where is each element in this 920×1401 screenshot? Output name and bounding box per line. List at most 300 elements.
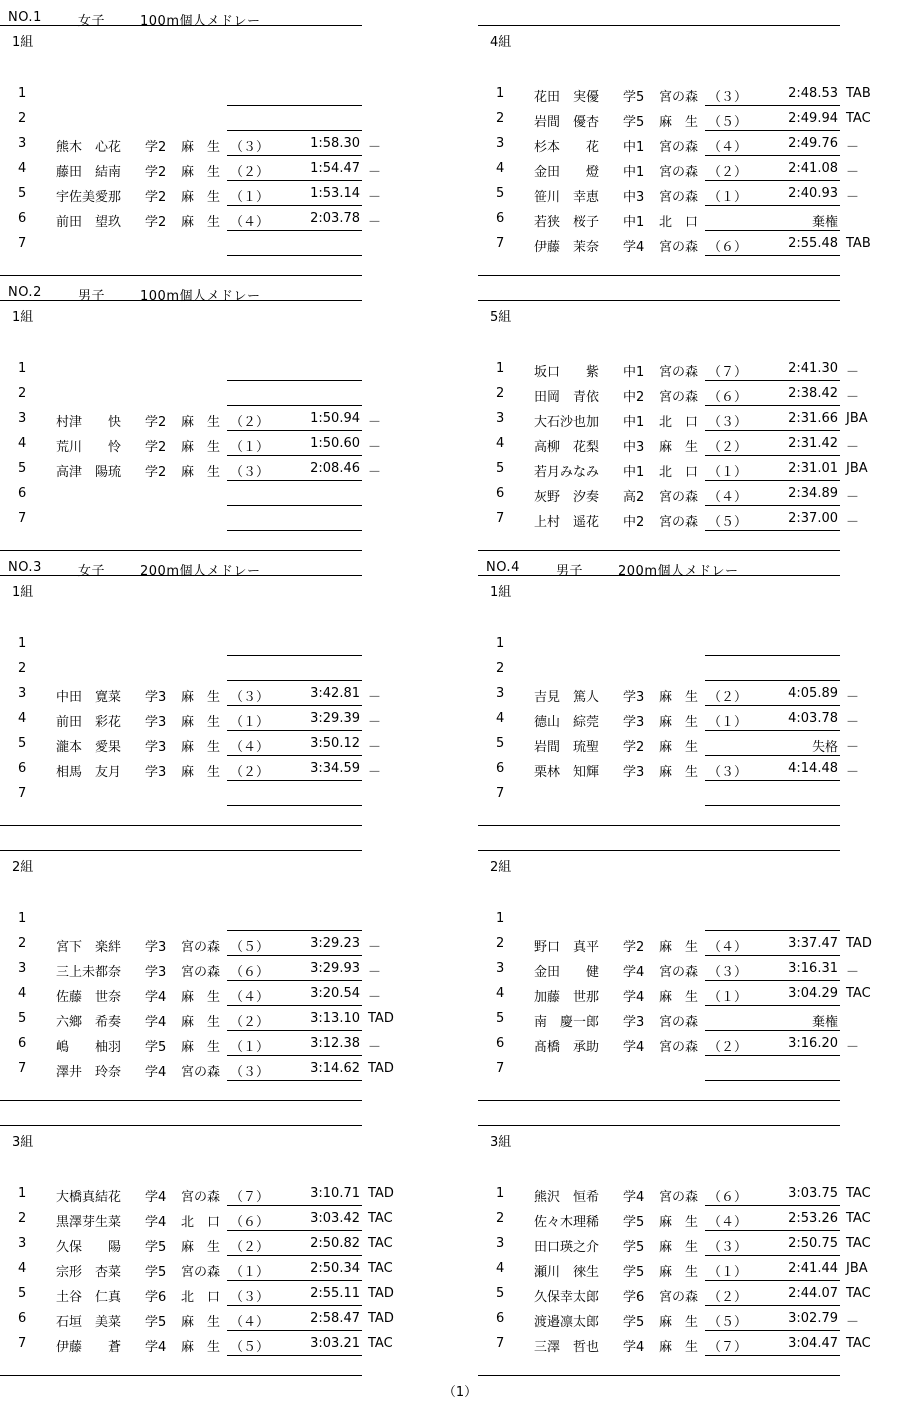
section-rule bbox=[478, 275, 840, 276]
result-time: 3:29.93 bbox=[310, 961, 360, 976]
grade: 学4 bbox=[623, 965, 645, 980]
team-name: 宮の森 bbox=[659, 190, 699, 205]
lane-number: 5 bbox=[496, 461, 505, 476]
time-underline bbox=[227, 530, 362, 531]
result-time: 2:31.66 bbox=[788, 411, 838, 426]
qualification-mark: － bbox=[846, 365, 860, 380]
result-row bbox=[0, 931, 400, 956]
result-row bbox=[478, 156, 878, 181]
result-time: 3:37.47 bbox=[788, 936, 838, 951]
grade: 学5 bbox=[623, 90, 645, 105]
result-time: 4:03.78 bbox=[788, 711, 838, 726]
section-rule bbox=[478, 1375, 840, 1376]
result-time: 3:02.79 bbox=[788, 1311, 838, 1326]
team-name: 宮の森 bbox=[181, 965, 221, 980]
result-row bbox=[0, 1031, 400, 1056]
rank: （５） bbox=[230, 1340, 270, 1355]
lane-number: 1 bbox=[18, 636, 27, 651]
team-name: 麻 生 bbox=[659, 990, 699, 1005]
section-rule bbox=[0, 550, 362, 551]
result-row bbox=[0, 181, 400, 206]
result-row bbox=[478, 81, 878, 106]
section-rule bbox=[478, 850, 840, 851]
lane-number: 6 bbox=[18, 1311, 27, 1326]
grade: 学2 bbox=[145, 440, 167, 455]
event-name: 100m個人メドレー bbox=[140, 289, 261, 304]
rank: （１） bbox=[708, 190, 748, 205]
result-time: 3:42.81 bbox=[310, 686, 360, 701]
swimmer-name: 吉見 篤人 bbox=[534, 690, 600, 705]
result-row bbox=[478, 656, 878, 681]
lane-number: 2 bbox=[18, 1211, 27, 1226]
grade: 高2 bbox=[623, 490, 645, 505]
result-row bbox=[478, 1281, 878, 1306]
team-name: 麻 生 bbox=[659, 765, 699, 780]
heat-label: 1組 bbox=[490, 585, 512, 600]
team-name: 麻 生 bbox=[659, 690, 699, 705]
rank: （５） bbox=[708, 515, 748, 530]
grade: 中3 bbox=[623, 440, 645, 455]
time-underline bbox=[705, 1080, 840, 1081]
lane-number: 2 bbox=[496, 111, 505, 126]
rank: （２） bbox=[230, 765, 270, 780]
grade: 学5 bbox=[623, 1240, 645, 1255]
qualification-mark: － bbox=[846, 1040, 860, 1055]
qualification-mark: － bbox=[846, 965, 860, 980]
lane-number: 5 bbox=[18, 186, 27, 201]
qualification-mark: TAC bbox=[846, 986, 871, 1001]
qualification-mark: － bbox=[846, 390, 860, 405]
qualification-mark: TAC bbox=[846, 1236, 871, 1251]
result-time: 3:16.20 bbox=[788, 1036, 838, 1051]
section-rule bbox=[478, 1100, 840, 1101]
result-time: 1:50.94 bbox=[310, 411, 360, 426]
result-row bbox=[0, 156, 400, 181]
swimmer-name: 德山 綜莞 bbox=[534, 715, 600, 730]
result-time: 2:41.44 bbox=[788, 1261, 838, 1276]
rank: （３） bbox=[708, 965, 748, 980]
result-row bbox=[478, 1331, 878, 1356]
team-name: 麻 生 bbox=[659, 940, 699, 955]
swimmer-name: 岩間 優杏 bbox=[534, 115, 600, 130]
swimmer-name: 伊藤 蒼 bbox=[56, 1340, 122, 1355]
event-header bbox=[478, 557, 840, 583]
swimmer-name: 灰野 汐奏 bbox=[534, 490, 600, 505]
result-row bbox=[0, 1181, 400, 1206]
rank: （６） bbox=[230, 1215, 270, 1230]
lane-number: 1 bbox=[496, 1186, 505, 1201]
event-name: 200m個人メドレー bbox=[618, 564, 739, 579]
result-time: 2:55.11 bbox=[310, 1286, 360, 1301]
result-time: 3:34.59 bbox=[310, 761, 360, 776]
qualification-mark: TAD bbox=[368, 1011, 394, 1026]
result-row bbox=[478, 706, 878, 731]
team-name: 宮の森 bbox=[181, 1265, 221, 1280]
swimmer-name: 相馬 友月 bbox=[56, 765, 122, 780]
event-gender: 男子 bbox=[78, 289, 106, 304]
result-time: 2:55.48 bbox=[788, 236, 838, 251]
result-row bbox=[478, 106, 878, 131]
rank: （６） bbox=[708, 240, 748, 255]
lane-number: 2 bbox=[496, 936, 505, 951]
team-name: 宮の森 bbox=[659, 1290, 699, 1305]
swimmer-name: 宇佐美愛那 bbox=[56, 190, 122, 205]
team-name: 麻 生 bbox=[659, 1265, 699, 1280]
qualification-mark: TAC bbox=[368, 1211, 393, 1226]
team-name: 北 口 bbox=[659, 465, 699, 480]
swimmer-name: 村津 快 bbox=[56, 415, 122, 430]
rank: （１） bbox=[230, 190, 270, 205]
lane-number: 6 bbox=[496, 761, 505, 776]
lane-number: 1 bbox=[18, 86, 27, 101]
swimmer-name: 杉本 花 bbox=[534, 140, 600, 155]
lane-number: 5 bbox=[496, 1011, 505, 1026]
grade: 中2 bbox=[623, 390, 645, 405]
swimmer-name: 金田 燈 bbox=[534, 165, 600, 180]
team-name: 麻 生 bbox=[181, 1340, 221, 1355]
grade: 学2 bbox=[145, 215, 167, 230]
result-time: 2:37.00 bbox=[788, 511, 838, 526]
swimmer-name: 土谷 仁真 bbox=[56, 1290, 122, 1305]
team-name: 麻 生 bbox=[181, 215, 221, 230]
team-name: 麻 生 bbox=[181, 440, 221, 455]
result-time: 3:03.21 bbox=[310, 1336, 360, 1351]
team-name: 宮の森 bbox=[659, 90, 699, 105]
team-name: 麻 生 bbox=[181, 990, 221, 1005]
lane-number: 4 bbox=[496, 1261, 505, 1276]
rank: （４） bbox=[230, 1315, 270, 1330]
result-time: 1:58.30 bbox=[310, 136, 360, 151]
team-name: 宮の森 bbox=[659, 490, 699, 505]
result-row bbox=[0, 906, 400, 931]
lane-number: 6 bbox=[496, 1036, 505, 1051]
swimmer-name: 坂口 紫 bbox=[534, 365, 600, 380]
qualification-mark: TAC bbox=[846, 1286, 871, 1301]
rank: （５） bbox=[230, 940, 270, 955]
grade: 学2 bbox=[145, 165, 167, 180]
result-row bbox=[0, 981, 400, 1006]
result-row bbox=[478, 981, 878, 1006]
grade: 学4 bbox=[145, 990, 167, 1005]
rank: （２） bbox=[708, 1040, 748, 1055]
swimmer-name: 大橋真結花 bbox=[56, 1190, 122, 1205]
lane-number: 7 bbox=[18, 1336, 27, 1351]
result-row bbox=[0, 456, 400, 481]
rank: （２） bbox=[708, 440, 748, 455]
result-row bbox=[478, 181, 878, 206]
rank: （４） bbox=[708, 140, 748, 155]
result-row bbox=[0, 681, 400, 706]
result-row bbox=[0, 656, 400, 681]
swimmer-name: 久保幸太郎 bbox=[534, 1290, 600, 1305]
grade: 中1 bbox=[623, 465, 645, 480]
rank: （６） bbox=[708, 1190, 748, 1205]
lane-number: 6 bbox=[18, 1036, 27, 1051]
qualification-mark: － bbox=[846, 740, 860, 755]
result-row bbox=[478, 631, 878, 656]
rank: （２） bbox=[708, 1290, 748, 1305]
rank: （７） bbox=[708, 1340, 748, 1355]
result-row bbox=[478, 381, 878, 406]
grade: 中1 bbox=[623, 415, 645, 430]
grade: 学5 bbox=[145, 1315, 167, 1330]
lane-number: 7 bbox=[496, 786, 505, 801]
lane-number: 1 bbox=[496, 911, 505, 926]
qualification-mark: － bbox=[368, 415, 382, 430]
result-row bbox=[0, 706, 400, 731]
rank: （１） bbox=[230, 440, 270, 455]
result-row bbox=[478, 781, 878, 806]
grade: 学4 bbox=[145, 1215, 167, 1230]
lane-number: 7 bbox=[496, 1061, 505, 1076]
qualification-mark: － bbox=[368, 940, 382, 955]
lane-number: 3 bbox=[496, 136, 505, 151]
lane-number: 4 bbox=[18, 986, 27, 1001]
team-name: 麻 生 bbox=[181, 1240, 221, 1255]
result-row bbox=[478, 1306, 878, 1331]
swimmer-name: 渡邉凛太郎 bbox=[534, 1315, 600, 1330]
rank: （２） bbox=[230, 1015, 270, 1030]
result-row bbox=[478, 1056, 878, 1081]
rank: （１） bbox=[708, 715, 748, 730]
result-time: 2:58.47 bbox=[310, 1311, 360, 1326]
lane-number: 3 bbox=[18, 136, 27, 151]
lane-number: 4 bbox=[496, 986, 505, 1001]
result-time: 3:04.47 bbox=[788, 1336, 838, 1351]
grade: 学5 bbox=[623, 1215, 645, 1230]
team-name: 麻 生 bbox=[181, 465, 221, 480]
rank: （１） bbox=[708, 990, 748, 1005]
result-time: 2:44.07 bbox=[788, 1286, 838, 1301]
lane-number: 3 bbox=[18, 961, 27, 976]
grade: 学4 bbox=[623, 1340, 645, 1355]
team-name: 麻 生 bbox=[181, 165, 221, 180]
swimmer-name: 佐藤 世奈 bbox=[56, 990, 122, 1005]
team-name: 麻 生 bbox=[659, 1340, 699, 1355]
lane-number: 6 bbox=[496, 211, 505, 226]
grade: 学4 bbox=[623, 1040, 645, 1055]
swimmer-name: 藤田 結南 bbox=[56, 165, 122, 180]
result-row bbox=[0, 1006, 400, 1031]
swimmer-name: 中田 寛菜 bbox=[56, 690, 122, 705]
heat-label: 1組 bbox=[12, 35, 34, 50]
time-underline bbox=[227, 1355, 362, 1356]
result-time: 1:53.14 bbox=[310, 186, 360, 201]
rank: （３） bbox=[708, 1240, 748, 1255]
result-row bbox=[478, 506, 878, 531]
swimmer-name: 黒澤芽生菜 bbox=[56, 1215, 122, 1230]
grade: 学4 bbox=[623, 1190, 645, 1205]
team-name: 麻 生 bbox=[659, 1215, 699, 1230]
qualification-mark: TAD bbox=[368, 1186, 394, 1201]
team-name: 宮の森 bbox=[659, 965, 699, 980]
rank: （３） bbox=[708, 90, 748, 105]
result-row bbox=[0, 956, 400, 981]
result-time: 2:50.82 bbox=[310, 1236, 360, 1251]
team-name: 宮の森 bbox=[181, 1065, 221, 1080]
team-name: 北 口 bbox=[181, 1290, 221, 1305]
result-time: 2:31.42 bbox=[788, 436, 838, 451]
swimmer-name: 佐々木理稀 bbox=[534, 1215, 600, 1230]
heat-label: 1組 bbox=[12, 310, 34, 325]
rank: （６） bbox=[708, 390, 748, 405]
qualification-mark: － bbox=[846, 690, 860, 705]
event-header bbox=[0, 7, 362, 33]
swimmer-name: 三上未都奈 bbox=[56, 965, 122, 980]
grade: 学3 bbox=[145, 715, 167, 730]
event-gender: 男子 bbox=[556, 564, 584, 579]
section-rule bbox=[0, 825, 362, 826]
grade: 学4 bbox=[145, 1065, 167, 1080]
result-row bbox=[478, 956, 878, 981]
rank: （１） bbox=[230, 1265, 270, 1280]
event-number: NO.3 bbox=[8, 560, 42, 575]
rank: （３） bbox=[708, 765, 748, 780]
result-time: 2:48.53 bbox=[788, 86, 838, 101]
grade: 中1 bbox=[623, 365, 645, 380]
section-rule bbox=[0, 1375, 362, 1376]
lane-number: 6 bbox=[18, 761, 27, 776]
grade: 学3 bbox=[623, 715, 645, 730]
result-row bbox=[0, 431, 400, 456]
rank: （４） bbox=[708, 1215, 748, 1230]
rank: （１） bbox=[230, 715, 270, 730]
result-row bbox=[478, 1006, 878, 1031]
heat-label: 5組 bbox=[490, 310, 512, 325]
section-rule bbox=[478, 25, 840, 26]
grade: 学3 bbox=[145, 765, 167, 780]
result-time: 棄権 bbox=[811, 1015, 838, 1030]
grade: 学6 bbox=[623, 1290, 645, 1305]
lane-number: 5 bbox=[496, 736, 505, 751]
event-name: 100m個人メドレー bbox=[140, 14, 261, 29]
grade: 学3 bbox=[623, 690, 645, 705]
section-rule bbox=[0, 1100, 362, 1101]
qualification-mark: TAD bbox=[846, 936, 872, 951]
result-row bbox=[478, 131, 878, 156]
swimmer-name: 熊木 心花 bbox=[56, 140, 122, 155]
grade: 学2 bbox=[145, 140, 167, 155]
result-time: 3:03.42 bbox=[310, 1211, 360, 1226]
result-row bbox=[478, 1231, 878, 1256]
qualification-mark: TAC bbox=[368, 1336, 393, 1351]
swimmer-name: 田岡 青依 bbox=[534, 390, 600, 405]
section-rule bbox=[0, 850, 362, 851]
lane-number: 1 bbox=[496, 636, 505, 651]
rank: （５） bbox=[708, 115, 748, 130]
event-number: NO.1 bbox=[8, 10, 42, 25]
qualification-mark: － bbox=[846, 165, 860, 180]
result-row bbox=[478, 756, 878, 781]
result-row bbox=[478, 356, 878, 381]
result-time: 1:50.60 bbox=[310, 436, 360, 451]
heat-label: 2組 bbox=[12, 860, 34, 875]
qualification-mark: － bbox=[368, 190, 382, 205]
lane-number: 2 bbox=[496, 1211, 505, 1226]
lane-number: 7 bbox=[496, 1336, 505, 1351]
qualification-mark: － bbox=[368, 740, 382, 755]
rank: （４） bbox=[708, 940, 748, 955]
qualification-mark: TAD bbox=[368, 1061, 394, 1076]
grade: 学5 bbox=[623, 1265, 645, 1280]
lane-number: 1 bbox=[18, 1186, 27, 1201]
result-row bbox=[478, 206, 878, 231]
qualification-mark: TAC bbox=[368, 1261, 393, 1276]
team-name: 麻 生 bbox=[181, 740, 221, 755]
lane-number: 7 bbox=[496, 236, 505, 251]
grade: 学2 bbox=[623, 740, 645, 755]
swimmer-name: 三澤 哲也 bbox=[534, 1340, 600, 1355]
lane-number: 2 bbox=[18, 386, 27, 401]
result-time: 3:16.31 bbox=[788, 961, 838, 976]
swimmer-name: 宮下 楽絆 bbox=[56, 940, 122, 955]
grade: 学4 bbox=[145, 1190, 167, 1205]
qualification-mark: TAC bbox=[846, 1211, 871, 1226]
lane-number: 4 bbox=[18, 1261, 27, 1276]
qualification-mark: TAC bbox=[846, 111, 871, 126]
result-row bbox=[0, 1056, 400, 1081]
rank: （１） bbox=[708, 465, 748, 480]
lane-number: 2 bbox=[496, 386, 505, 401]
rank: （７） bbox=[708, 365, 748, 380]
grade: 学4 bbox=[145, 1340, 167, 1355]
event-number: NO.4 bbox=[486, 560, 520, 575]
time-underline bbox=[227, 255, 362, 256]
rank: （６） bbox=[230, 965, 270, 980]
swimmer-name: 嶋 柚羽 bbox=[56, 1040, 122, 1055]
lane-number: 7 bbox=[18, 236, 27, 251]
qualification-mark: － bbox=[368, 965, 382, 980]
rank: （２） bbox=[708, 690, 748, 705]
team-name: 麻 生 bbox=[181, 1040, 221, 1055]
section-rule bbox=[478, 1125, 840, 1126]
team-name: 麻 生 bbox=[181, 715, 221, 730]
team-name: 麻 生 bbox=[659, 1240, 699, 1255]
team-name: 宮の森 bbox=[659, 515, 699, 530]
result-row bbox=[0, 1206, 400, 1231]
qualification-mark: － bbox=[846, 440, 860, 455]
result-time: 3:29.39 bbox=[310, 711, 360, 726]
result-row bbox=[478, 456, 878, 481]
swimmer-name: 久保 陽 bbox=[56, 1240, 122, 1255]
page-number: （1） bbox=[442, 1385, 478, 1400]
lane-number: 4 bbox=[496, 161, 505, 176]
qualification-mark: JBA bbox=[846, 1261, 868, 1276]
rank: （７） bbox=[230, 1190, 270, 1205]
team-name: 宮の森 bbox=[659, 165, 699, 180]
heat-label: 3組 bbox=[12, 1135, 34, 1150]
swimmer-name: 石垣 美菜 bbox=[56, 1315, 122, 1330]
result-time: 2:41.08 bbox=[788, 161, 838, 176]
lane-number: 5 bbox=[18, 1011, 27, 1026]
grade: 中2 bbox=[623, 515, 645, 530]
qualification-mark: － bbox=[368, 690, 382, 705]
result-time: 3:13.10 bbox=[310, 1011, 360, 1026]
result-time: 3:10.71 bbox=[310, 1186, 360, 1201]
qualification-mark: － bbox=[368, 140, 382, 155]
lane-number: 2 bbox=[18, 111, 27, 126]
result-row bbox=[478, 906, 878, 931]
result-row bbox=[0, 106, 400, 131]
lane-number: 5 bbox=[496, 1286, 505, 1301]
result-time: 4:05.89 bbox=[788, 686, 838, 701]
qualification-mark: － bbox=[368, 715, 382, 730]
lane-number: 2 bbox=[18, 936, 27, 951]
rank: （４） bbox=[230, 740, 270, 755]
result-time: 2:49.94 bbox=[788, 111, 838, 126]
grade: 学3 bbox=[145, 690, 167, 705]
section-rule bbox=[0, 300, 362, 301]
